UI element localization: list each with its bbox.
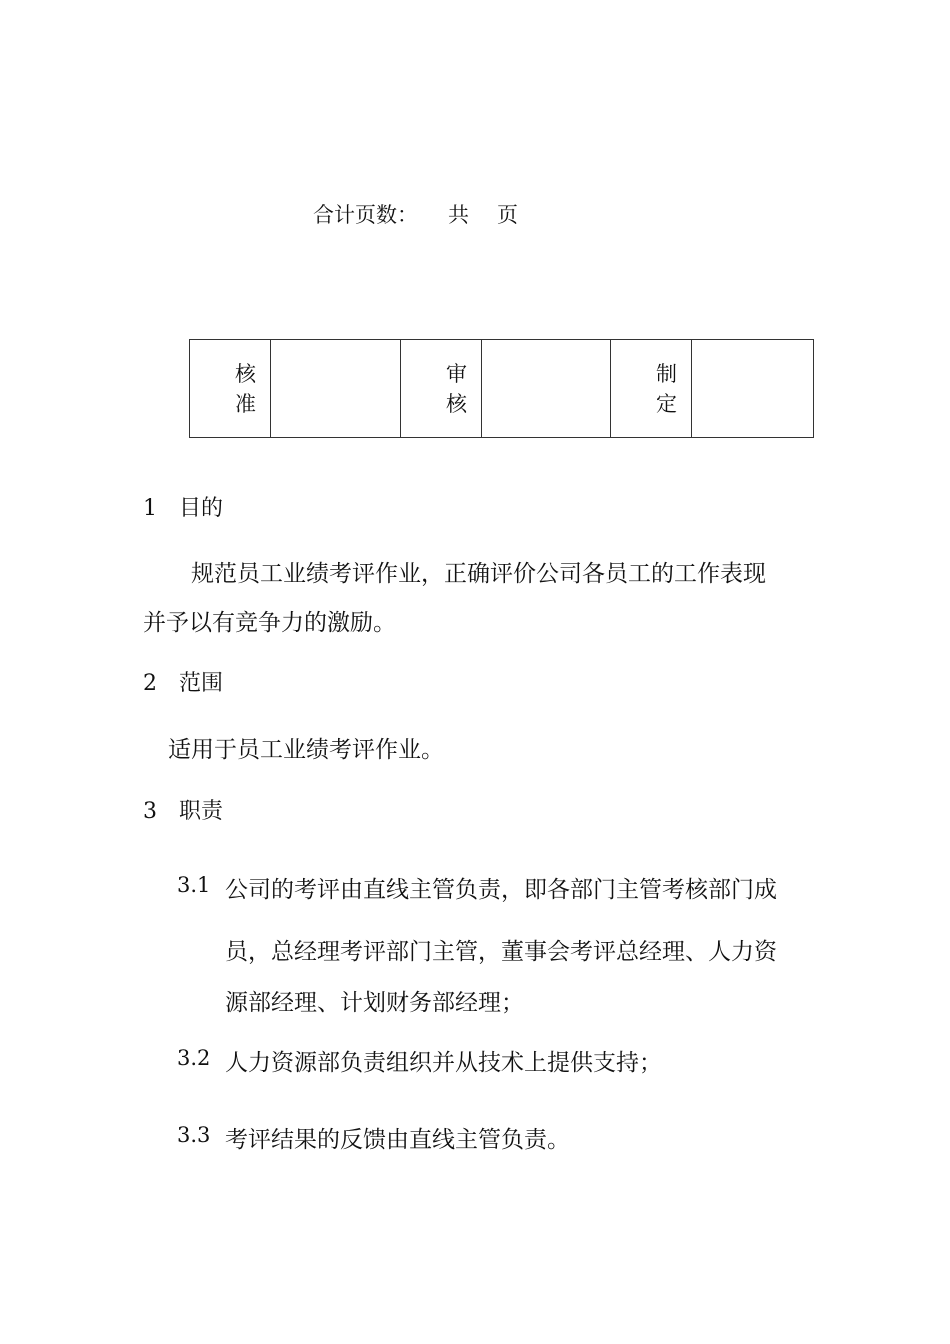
- section-2-body: 适用于员工业绩考评作业。: [168, 737, 444, 763]
- list-item-line: 源部经理、计划财务部经理；: [225, 990, 524, 1016]
- list-item-number: 3.2: [177, 1046, 211, 1070]
- section-1-number: 1: [143, 496, 157, 521]
- prepare-label-cell: 制 定: [611, 340, 692, 438]
- section-1-body-line-1: 规范员工业绩考评作业，正确评价公司各员工的工作表现: [191, 561, 766, 587]
- review-value-cell[interactable]: [482, 340, 611, 438]
- section-1-title: 目的: [179, 496, 224, 521]
- signoff-table: [189, 339, 814, 438]
- section-3-number: 3: [143, 799, 157, 824]
- approve-value-cell[interactable]: [271, 340, 401, 438]
- list-item-line: 考评结果的反馈由直线主管负责。: [225, 1127, 570, 1153]
- page-count-unit: 页: [497, 203, 518, 227]
- list-item: [177, 1044, 817, 1076]
- page-count-line: [313, 199, 518, 229]
- page-count-label: 合计页数：: [313, 203, 418, 227]
- section-2-title: 范围: [179, 671, 224, 696]
- section-1-body-line-2: 并予以有竞争力的激励。: [143, 610, 396, 636]
- list-item-line: 员，总经理考评部门主管，董事会考评总经理、人力资: [225, 939, 777, 965]
- review-label-cell: 审 核: [401, 340, 482, 438]
- approve-label-cell: 核 准: [190, 340, 271, 438]
- list-item: [177, 871, 817, 1021]
- section-2-heading: [143, 666, 223, 697]
- section-3-heading: [143, 794, 223, 825]
- list-item: [177, 1121, 817, 1153]
- list-item-line: 公司的考评由直线主管负责，即各部门主管考核部门成: [225, 877, 777, 903]
- section-2-number: 2: [143, 671, 157, 696]
- section-1-heading: [143, 491, 223, 522]
- section-3-title: 职责: [179, 799, 224, 824]
- list-item-number: 3.1: [177, 873, 211, 897]
- prepare-value-cell[interactable]: [692, 340, 814, 438]
- page-count-total: 共: [448, 203, 469, 227]
- list-item-line: 人力资源部负责组织并从技术上提供支持；: [225, 1050, 662, 1076]
- list-item-number: 3.3: [177, 1123, 211, 1147]
